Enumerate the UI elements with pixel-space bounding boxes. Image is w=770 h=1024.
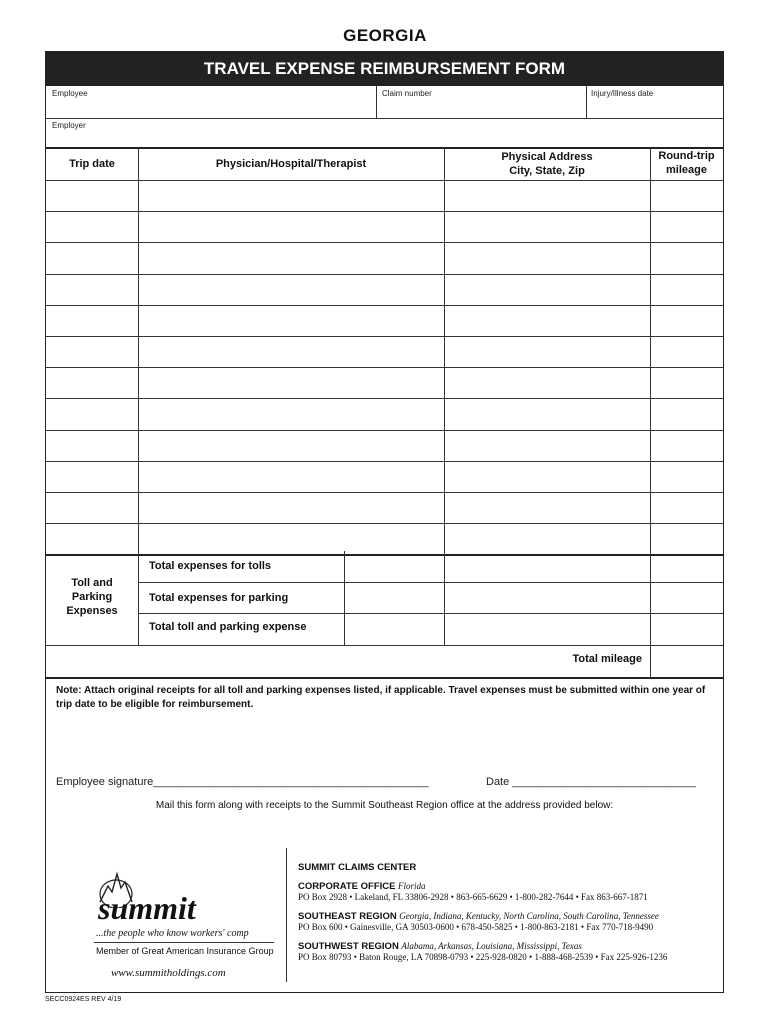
form-code: SECC0924ES REV 4/19 — [45, 996, 122, 1003]
mileage-header: Round-trip mileage — [658, 150, 715, 176]
grid-line — [138, 582, 723, 583]
form-title: TRAVEL EXPENSE REIMBURSEMENT FORM — [46, 52, 723, 86]
tolls-total-label: Total expenses for tolls — [149, 560, 272, 572]
claim-number-label: Claim number — [382, 89, 432, 98]
address-header: Physical Address City, State, Zip — [501, 151, 593, 177]
state-heading: GEORGIA — [343, 26, 427, 45]
toll-parking-label: Toll and Parking Expenses — [66, 577, 118, 617]
date-line[interactable]: Date ______________________________ — [486, 776, 696, 788]
provider-header: Physician/Hospital/Therapist — [215, 158, 367, 170]
grid-line — [46, 492, 723, 493]
corporate-heading: CORPORATE OFFICE — [298, 881, 396, 892]
grid-line — [46, 523, 723, 524]
brand-name: summit — [98, 890, 196, 926]
note: Note: Attach original receipts for all toll and parking expenses listed, if applicable. Travel expenses must be submitted within one year of trip date to be eligible for reimbursement. — [56, 685, 706, 710]
grid-line — [46, 554, 723, 556]
grid-line — [138, 613, 723, 614]
summit-logo — [76, 862, 291, 987]
parking-total-label: Total expenses for parking — [149, 592, 289, 604]
grid-line — [138, 147, 139, 645]
form-frame — [45, 51, 724, 993]
southeast-address: PO Box 600 • Gainesville, GA 30503-0600 • 678-450-5825 • 1-800-863-2181 • Fax 770-718-9490 — [298, 922, 654, 932]
grid-line — [46, 430, 723, 431]
grid-line — [650, 147, 651, 677]
grid-line — [46, 242, 723, 243]
grid-line — [46, 461, 723, 462]
grid-line — [46, 336, 723, 337]
toll-parking-total-label: Total toll and parking expense — [149, 621, 307, 633]
grid-line — [46, 677, 723, 679]
grid-line — [46, 180, 723, 181]
southwest-heading: SOUTHWEST REGION — [298, 941, 399, 952]
grid-line — [46, 367, 723, 368]
grid-line — [444, 147, 445, 645]
trip-date-header: Trip date — [69, 158, 115, 170]
grid-line — [46, 645, 723, 646]
grid-line — [344, 551, 345, 645]
corporate-address: PO Box 2928 • Lakeland, FL 33806-2928 • 863-665-6629 • 1-800-282-7644 • Fax 863-667-1871 — [298, 892, 648, 902]
total-mileage-label: Total mileage — [572, 653, 642, 665]
website[interactable]: www.summitholdings.com — [111, 967, 226, 979]
mail-instructions: Mail this form along with receipts to the Summit Southeast Region office at the address provided below: — [155, 800, 614, 811]
employee-label: Employee — [52, 89, 88, 98]
grid-line — [46, 305, 723, 306]
grid-line — [46, 211, 723, 212]
southwest-address: PO Box 80793 • Baton Rouge, LA 70898-0793 • 225-928-0820 • 1-888-468-2539 • Fax 225-926-1236 — [298, 952, 668, 962]
grid-line — [46, 274, 723, 275]
southeast-heading: SOUTHEAST REGION — [298, 911, 397, 922]
member-text: Member of Great American Insurance Group — [96, 946, 274, 956]
grid-line — [46, 398, 723, 399]
tagline: ...the people who know workers' comp — [96, 928, 249, 939]
claims-center: SUMMIT CLAIMS CENTER CORPORATE OFFICE Florida PO Box 2928 • Lakeland, FL 33806-2928 • 863-665-6629 • 1-800-282-7644 • Fax 863-667-1871 SOUTHEAST REGION Georgia, Indiana, Kentucky, North Carolina, South Carolina, Tennessee PO Box 600 • Gainesville, GA 30503-0600 • 678-450-5825 • 1-800-863-2181 • Fax 770-718-9490 SOUTHWEST REGION Alabama, Arkansas, Louisiana, Mississippi, Texas PO Box 80793 • Baton Rouge, LA 70898-0793 • 225-928-0820 • 1-888-468-2539 • Fax 225-926-1236 — [298, 862, 723, 971]
employer-label: Employer — [52, 121, 86, 130]
claims-center-title: SUMMIT CLAIMS CENTER — [298, 862, 417, 873]
injury-date-label: Injury/Illness date — [591, 89, 654, 98]
employee-signature-line[interactable]: Employee signature_____________________________________________ — [56, 776, 429, 788]
